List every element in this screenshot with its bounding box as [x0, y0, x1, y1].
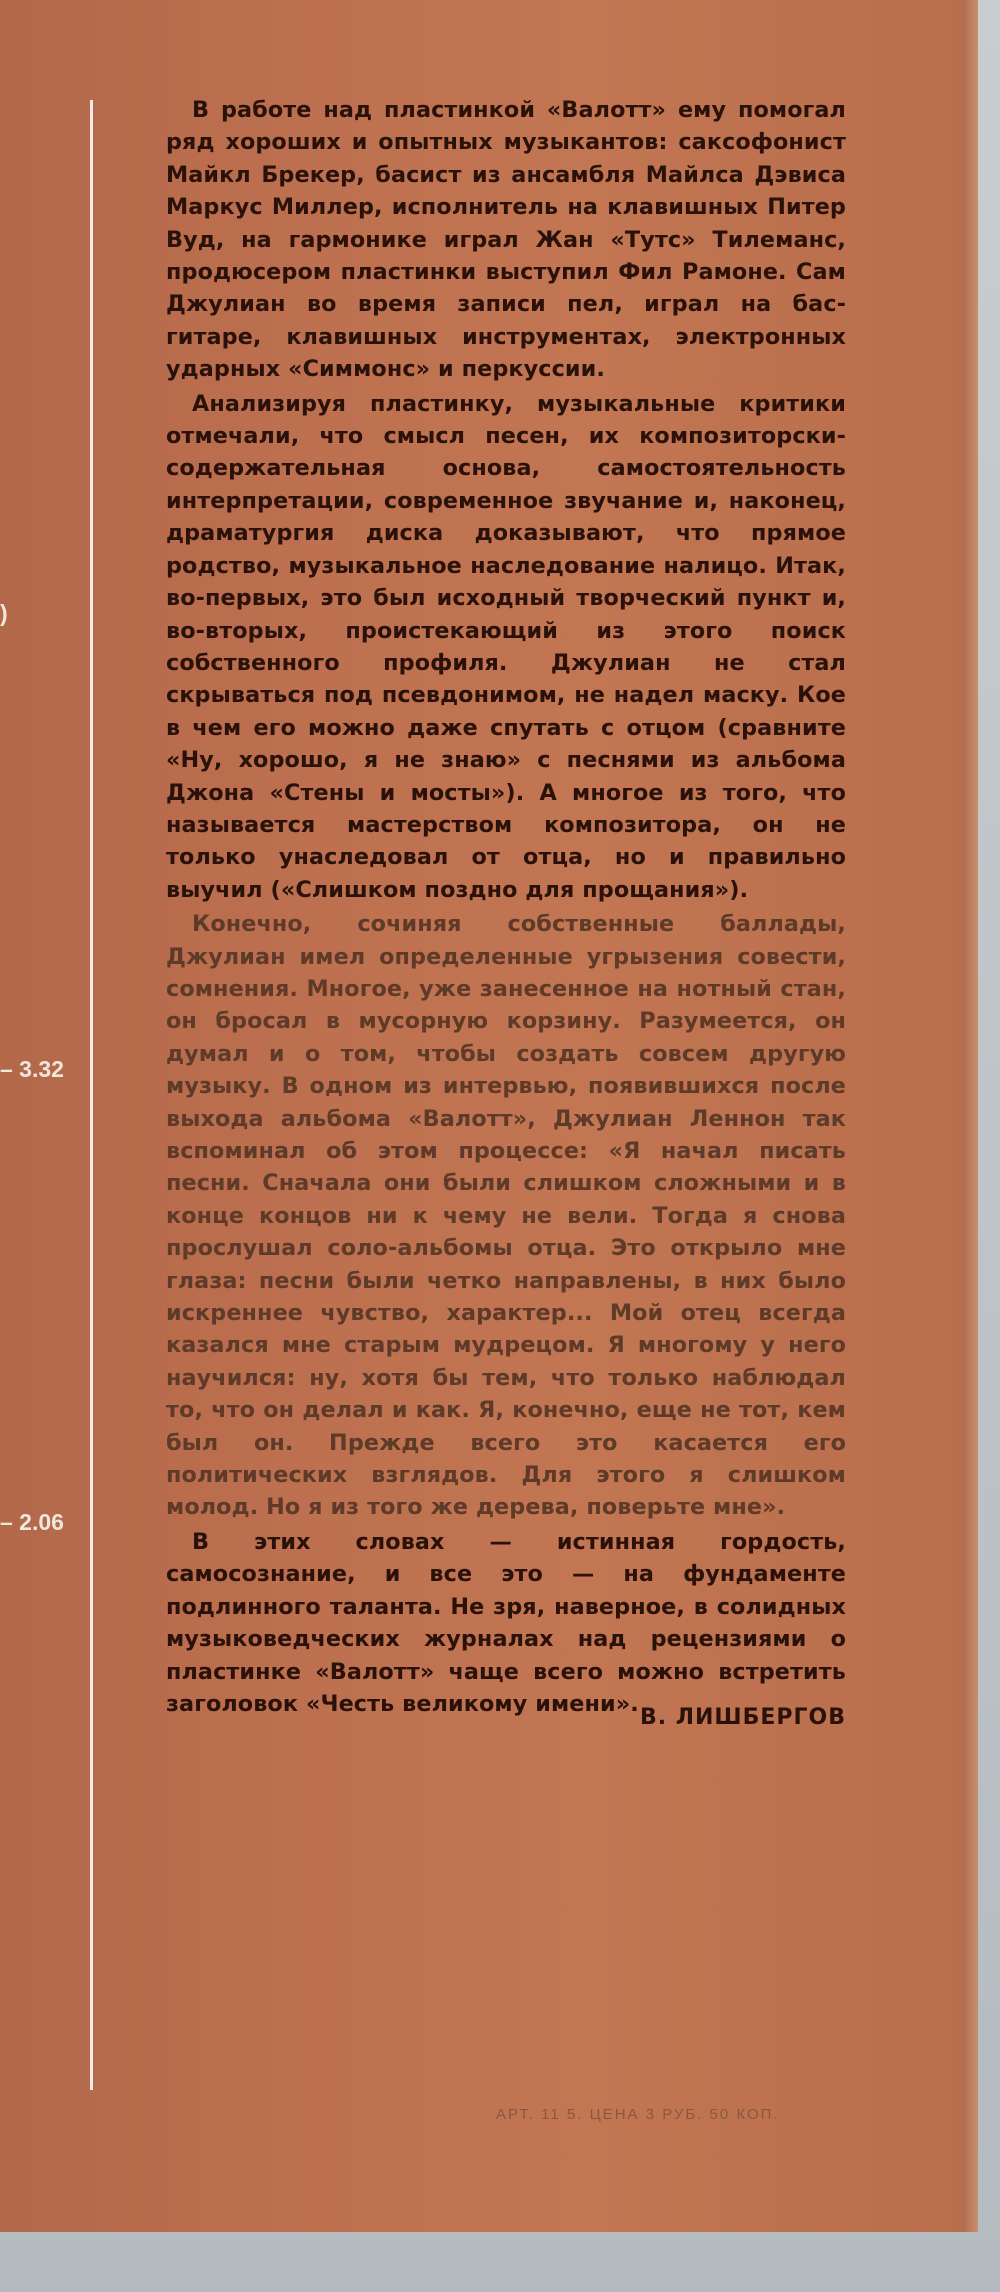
article-paragraph: Анализируя пластинку, музыкальные критики отмечали, что смысл песен, их композиторски-содержательная основа, самостоятельность интерпретации, современное звучание и, наконец, драматургия диска доказывают, что прямое родство, музыкальное наследование налицо. Итак, во-первых, это был исходный творческий пункт и, во-вторых, проистекающий из этого поиск собственного профиля. Джулиан не стал скрываться под псевдонимом, не надел маску. Кое в чем его можно даже спутать с отцом (сравните «Ну, хорошо, я не знаю» с песнями из альбома Джона «Стены и мосты»). А многое из того, что называется мастерством композитора, он не только унаследовал от отца, но и правильно выучил («Слишком поздно для прощания»).	[166, 390, 846, 903]
article-paragraph: В этих словах — истинная гордость, самосознание, и все это — на фундаменте подлинного таланта. Не зря, наверное, в солидных музыковедческих журналах над рецензиями о пластинке «Валотт» чаще всего можно встретить заголовок «Честь великому имени».	[166, 1528, 846, 1717]
track-duration: – 2.06	[0, 1509, 64, 1535]
article-paragraph: Конечно, сочиняя собственные баллады, Джулиан имел определенные угрызения совести, сомнения. Многое, уже занесенное на нотный стан, он бросал в мусорную корзину. Разумеется, он думал и о том, чтобы создать совсем другую музыку. В одном из интервью, появившихся после выхода альбома «Валотт», Джулиан Леннон так вспоминал об этом процессе: «Я начал писать песни. Сначала они были слишком сложными и в конце концов ни к чему не вели. Тогда я снова прослушал соло-альбомы отца. Это открыло мне глаза: песни были четко направлены, в них было искреннее чувство, характер... Мой отец всегда казался мне старым мудрецом. Я многому у него научился: ну, хотя бы тем, что только наблюдал то, что он делал и как. Я, конечно, еще не тот, кем был он. Прежде всего это касается его политических взглядов. Для этого я слишком молод. Но я из того же дерева, поверьте мне».	[166, 911, 846, 1521]
track-duration: – 3.32	[0, 1056, 64, 1082]
article-paragraph: В работе над пластинкой «Валотт» ему помогал ряд хороших и опытных музыкантов: саксофонист Майкл Брекер, басист из ансамбля Майлса Дэвиса Маркус Миллер, исполнитель на клавишных Питер Вуд, на гармонике играл Жан «Тутс» Тилеманс, продюсером пластинки выступил Фил Рамоне. Сам Джулиан во время записи пел, играл на бас-гитаре, клавишных инструментах, электронных ударных «Симмонс» и перкуссии.	[166, 97, 846, 383]
vertical-divider	[90, 100, 93, 2090]
liner-notes-article	[166, 94, 846, 1720]
author-signature: В. ЛИШБЕРГОВ	[639, 1705, 846, 1730]
price-line: АРТ. 11 5. ЦЕНА 3 РУБ. 50 КОП.	[496, 2106, 780, 2123]
sleeve-edge	[962, 0, 978, 2232]
track-list-fragment: )	[0, 600, 8, 626]
